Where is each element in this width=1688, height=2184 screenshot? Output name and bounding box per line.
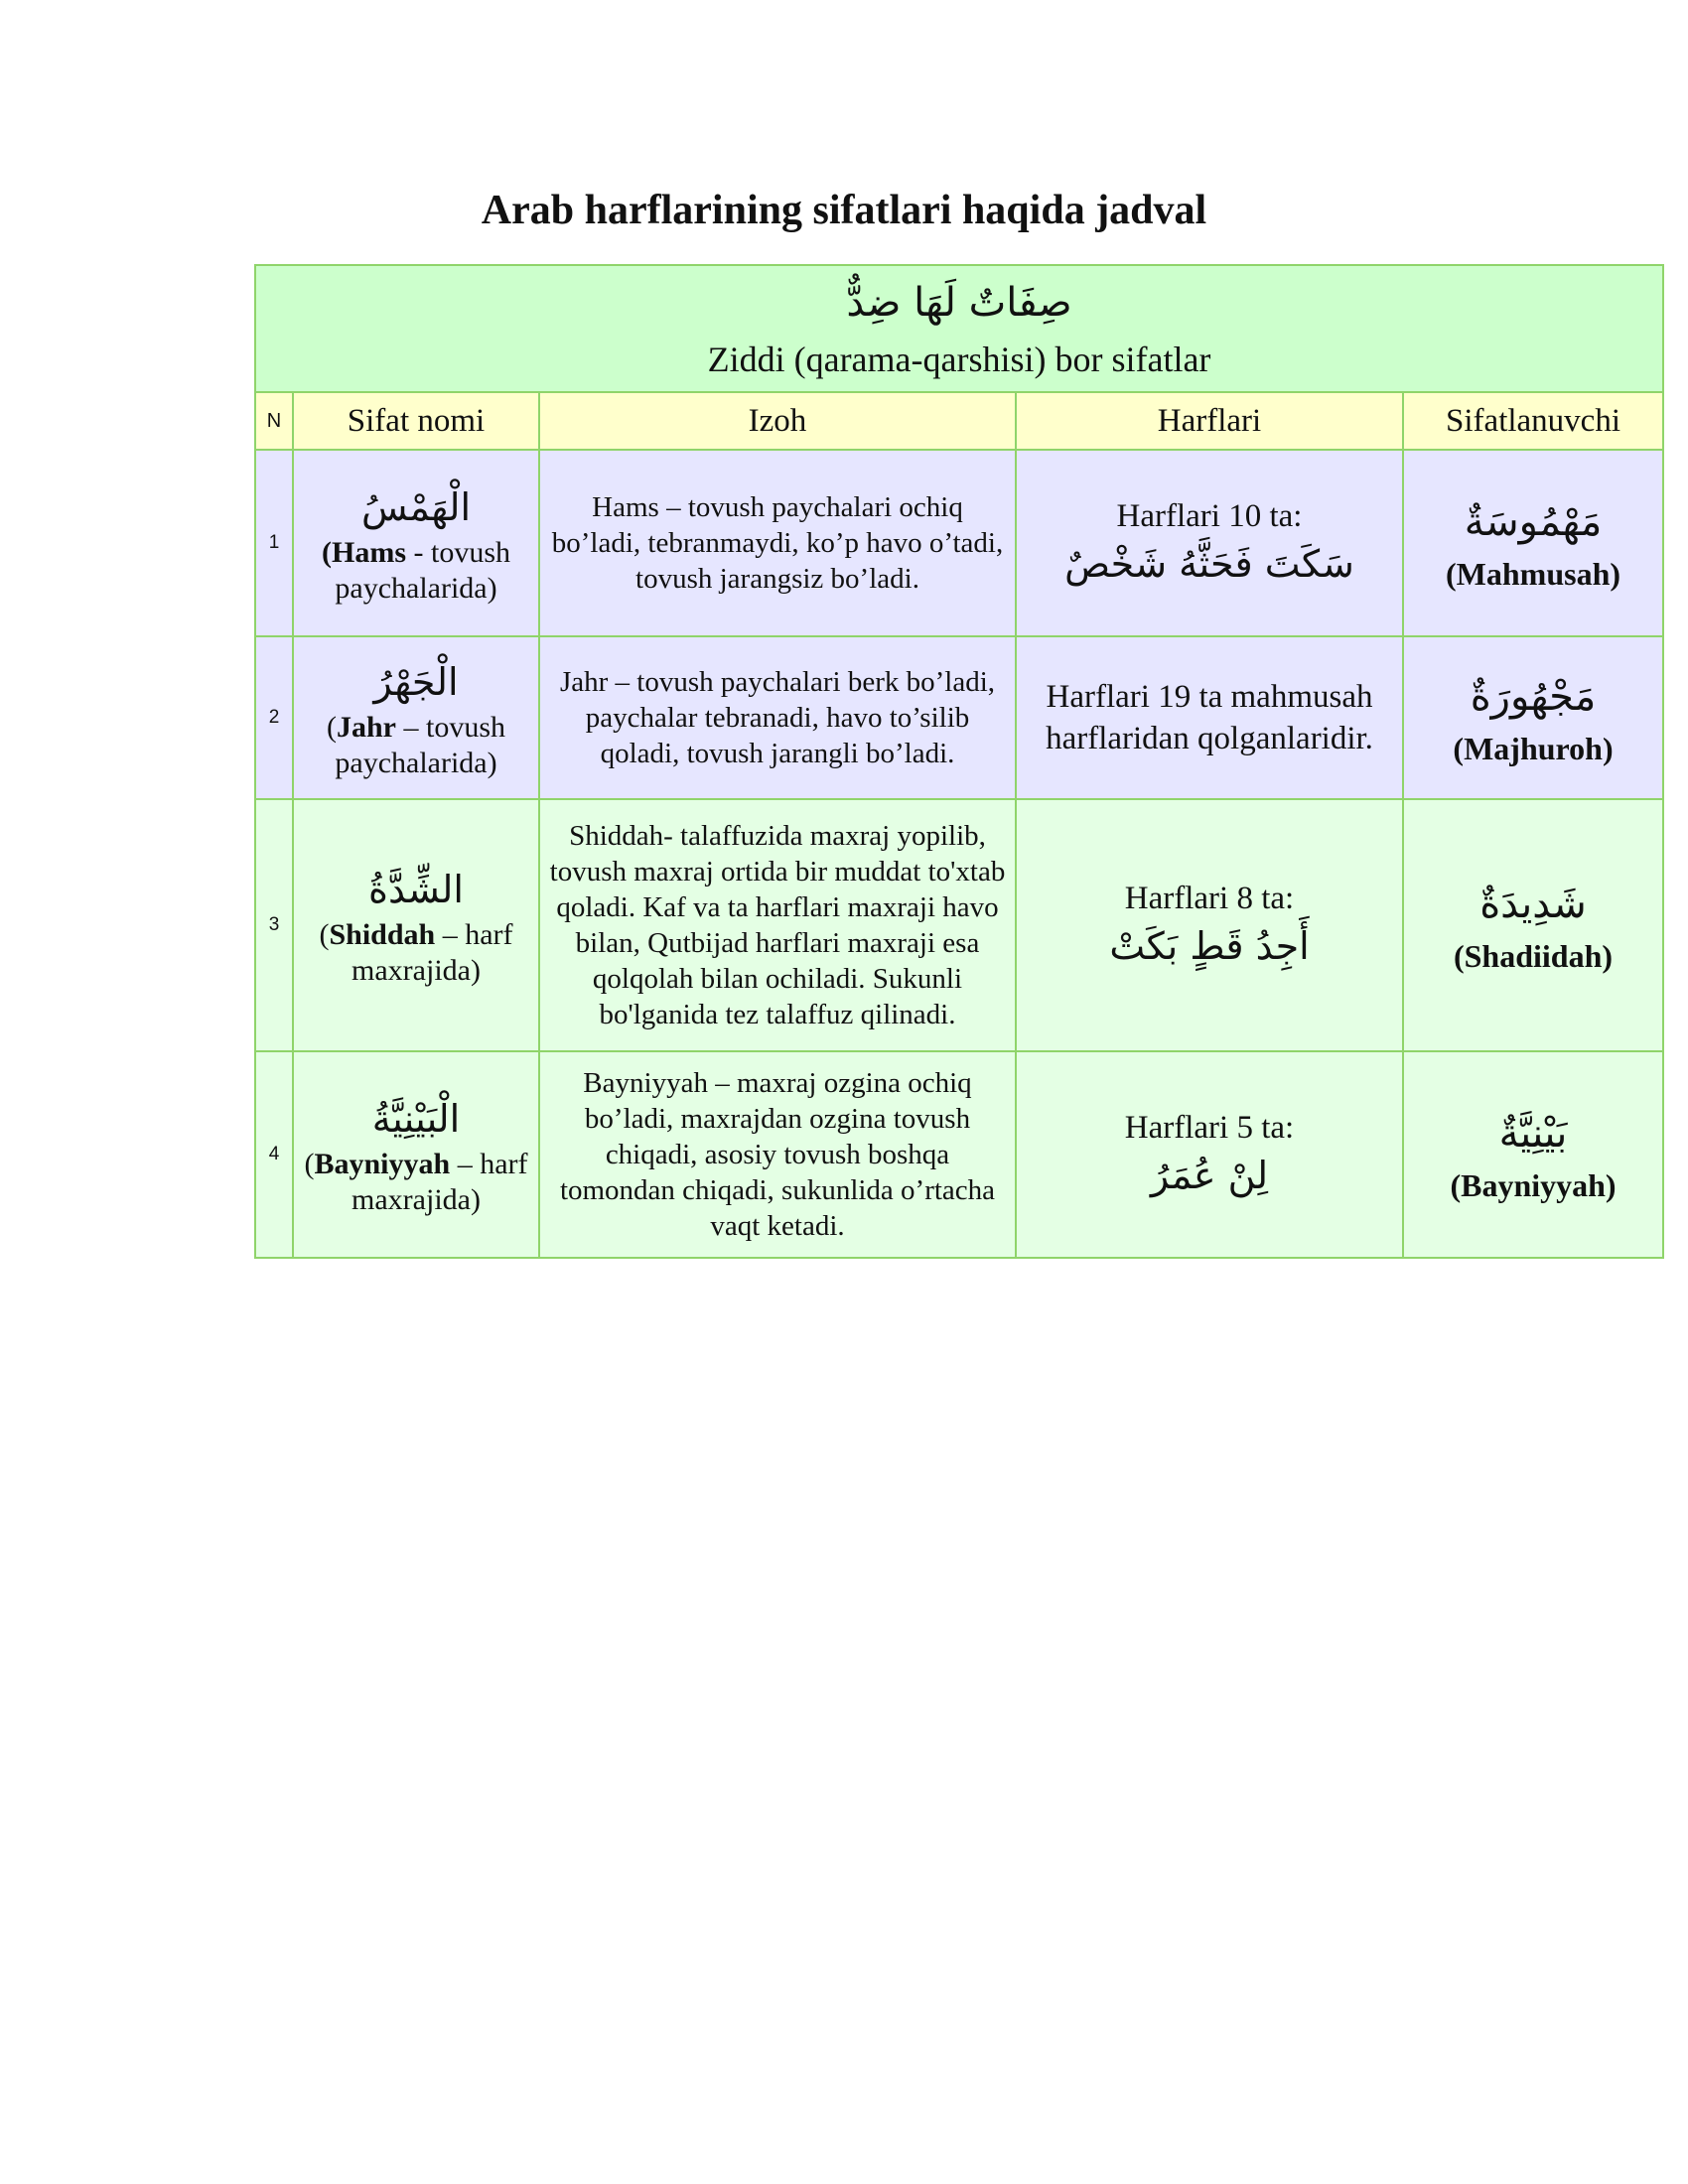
header-harflari: Harflari — [1016, 392, 1403, 450]
sifat-nomi-bold: Jahr — [336, 711, 396, 744]
sifatlar-table — [254, 264, 1664, 1259]
sifat-nomi-rest: – harf maxrajida) — [352, 1148, 528, 1216]
sifat-nomi-cell — [293, 450, 539, 636]
sifatlanuvchi-latin: (Bayniyyah) — [1450, 1167, 1617, 1203]
caption-arabic: صِفَاتٌ لَهَا ضِدٌّ — [846, 280, 1072, 326]
header-izoh: Izoh — [539, 392, 1016, 450]
caption-latin: Ziddi (qarama-qarshisi) bor sifatlar — [707, 340, 1211, 379]
sifatlanuvchi-arabic: بَيْنِيَّةٌ — [1498, 1111, 1568, 1157]
header-sifat-nomi: Sifat nomi — [293, 392, 539, 450]
izoh-cell: Shiddah- talaffuzida maxraj yopilib, tovush maxraj ortida bir muddat to'xtab qoladi. Kaf va ta harflari maxraji havo bilan, Qutbijad harflari maxraji esa qolqolah bilan ochiladi. Sukunli bo'lganida tez talaffuz qilinadi. — [539, 799, 1016, 1051]
izoh-cell: Hams – tovush paychalari ochiq bo’ladi, tebranmaydi, ko’p havo o’tadi, tovush jarangsiz bo’ladi. — [539, 450, 1016, 636]
sifat-nomi-cell — [293, 1051, 539, 1258]
sifat-nomi-arabic: الْهَمْسُ — [360, 485, 472, 529]
izoh-cell: Jahr – tovush paychalari berk bo’ladi, paychalar tebranadi, havo to’silib qoladi, tovush jarangli bo’ladi. — [539, 636, 1016, 799]
sifat-nomi-paren: ( — [304, 1148, 315, 1180]
harflari-arabic: أَجِدُ قَطٍ بَكَتْ — [1109, 924, 1310, 968]
sifatlanuvchi-cell — [1403, 799, 1663, 1051]
harflari-latin: Harflari 5 ta: — [1124, 1110, 1295, 1146]
table-caption — [255, 265, 1663, 392]
sifat-nomi-rest: - tovush paychalarida) — [335, 536, 510, 605]
sifatlanuvchi-latin: (Shadiidah) — [1453, 938, 1614, 974]
sifat-nomi-bold: (Hams — [322, 536, 406, 569]
sifatlanuvchi-cell — [1403, 636, 1663, 799]
sifat-nomi-rest: – harf maxrajida) — [352, 918, 513, 987]
sifat-nomi-latin — [300, 917, 532, 989]
harflari-latin: Harflari 10 ta: — [1116, 498, 1303, 534]
sifat-nomi-cell — [293, 636, 539, 799]
header-sifatlanuvchi: Sifatlanuvchi — [1403, 392, 1663, 450]
row-number: 3 — [255, 799, 293, 1051]
sifat-nomi-bold: Bayniyyah — [314, 1148, 451, 1180]
sifat-nomi-paren: ( — [319, 918, 330, 951]
sifat-nomi-paren: ( — [326, 711, 337, 744]
harflari-cell — [1016, 1051, 1403, 1258]
table-row — [255, 636, 1663, 799]
harflari-arabic: لِنْ عُمَرُ — [1150, 1154, 1269, 1197]
sifatlanuvchi-latin: (Mahmusah) — [1446, 556, 1621, 592]
harflari-latin: Harflari 19 ta mahmusah harflaridan qolganlaridir. — [1046, 679, 1373, 756]
header-row — [255, 392, 1663, 450]
izoh-cell: Bayniyyah – maxraj ozgina ochiq bo’ladi, maxrajdan ozgina tovush chiqadi, asosiy tovush boshqa tomondan chiqadi, sukunlida o’rtacha vaqt ketadi. — [539, 1051, 1016, 1258]
row-number: 4 — [255, 1051, 293, 1258]
sifat-nomi-latin — [300, 1147, 532, 1218]
harflari-cell — [1016, 450, 1403, 636]
sifat-nomi-arabic: الْبَيْنِيَّةُ — [371, 1097, 461, 1141]
header-n: N — [255, 392, 293, 450]
table-row — [255, 1051, 1663, 1258]
sifatlanuvchi-arabic: مَجْهُورَةٌ — [1470, 674, 1597, 720]
sifat-nomi-bold: Shiddah — [329, 918, 436, 951]
page-title: Arab harflarining sifatlari haqida jadval — [481, 188, 1207, 233]
row-number: 2 — [255, 636, 293, 799]
sifatlanuvchi-cell — [1403, 1051, 1663, 1258]
row-number: 1 — [255, 450, 293, 636]
sifat-nomi-cell — [293, 799, 539, 1051]
sifat-nomi-rest: – tovush paychalarida) — [335, 711, 505, 779]
table-row — [255, 450, 1663, 636]
sifat-nomi-arabic: الشِّدَّةُ — [368, 868, 464, 911]
harflari-arabic: سَكَتَ فَحَثَّهُ شَخْصٌ — [1064, 542, 1354, 586]
sifatlanuvchi-arabic: شَدِيدَةٌ — [1479, 882, 1587, 927]
harflari-latin: Harflari 8 ta: — [1124, 881, 1295, 916]
sifat-nomi-latin — [300, 710, 532, 781]
harflari-cell — [1016, 636, 1403, 799]
caption-row — [255, 265, 1663, 392]
table-row — [255, 799, 1663, 1051]
harflari-cell — [1016, 799, 1403, 1051]
sifat-nomi-latin — [300, 535, 532, 607]
sifatlanuvchi-cell — [1403, 450, 1663, 636]
sifatlanuvchi-latin: (Majhuroh) — [1453, 731, 1614, 766]
sifat-nomi-arabic: الْجَهْرُ — [373, 660, 459, 704]
sifatlanuvchi-arabic: مَهْمُوسَةٌ — [1464, 499, 1603, 545]
